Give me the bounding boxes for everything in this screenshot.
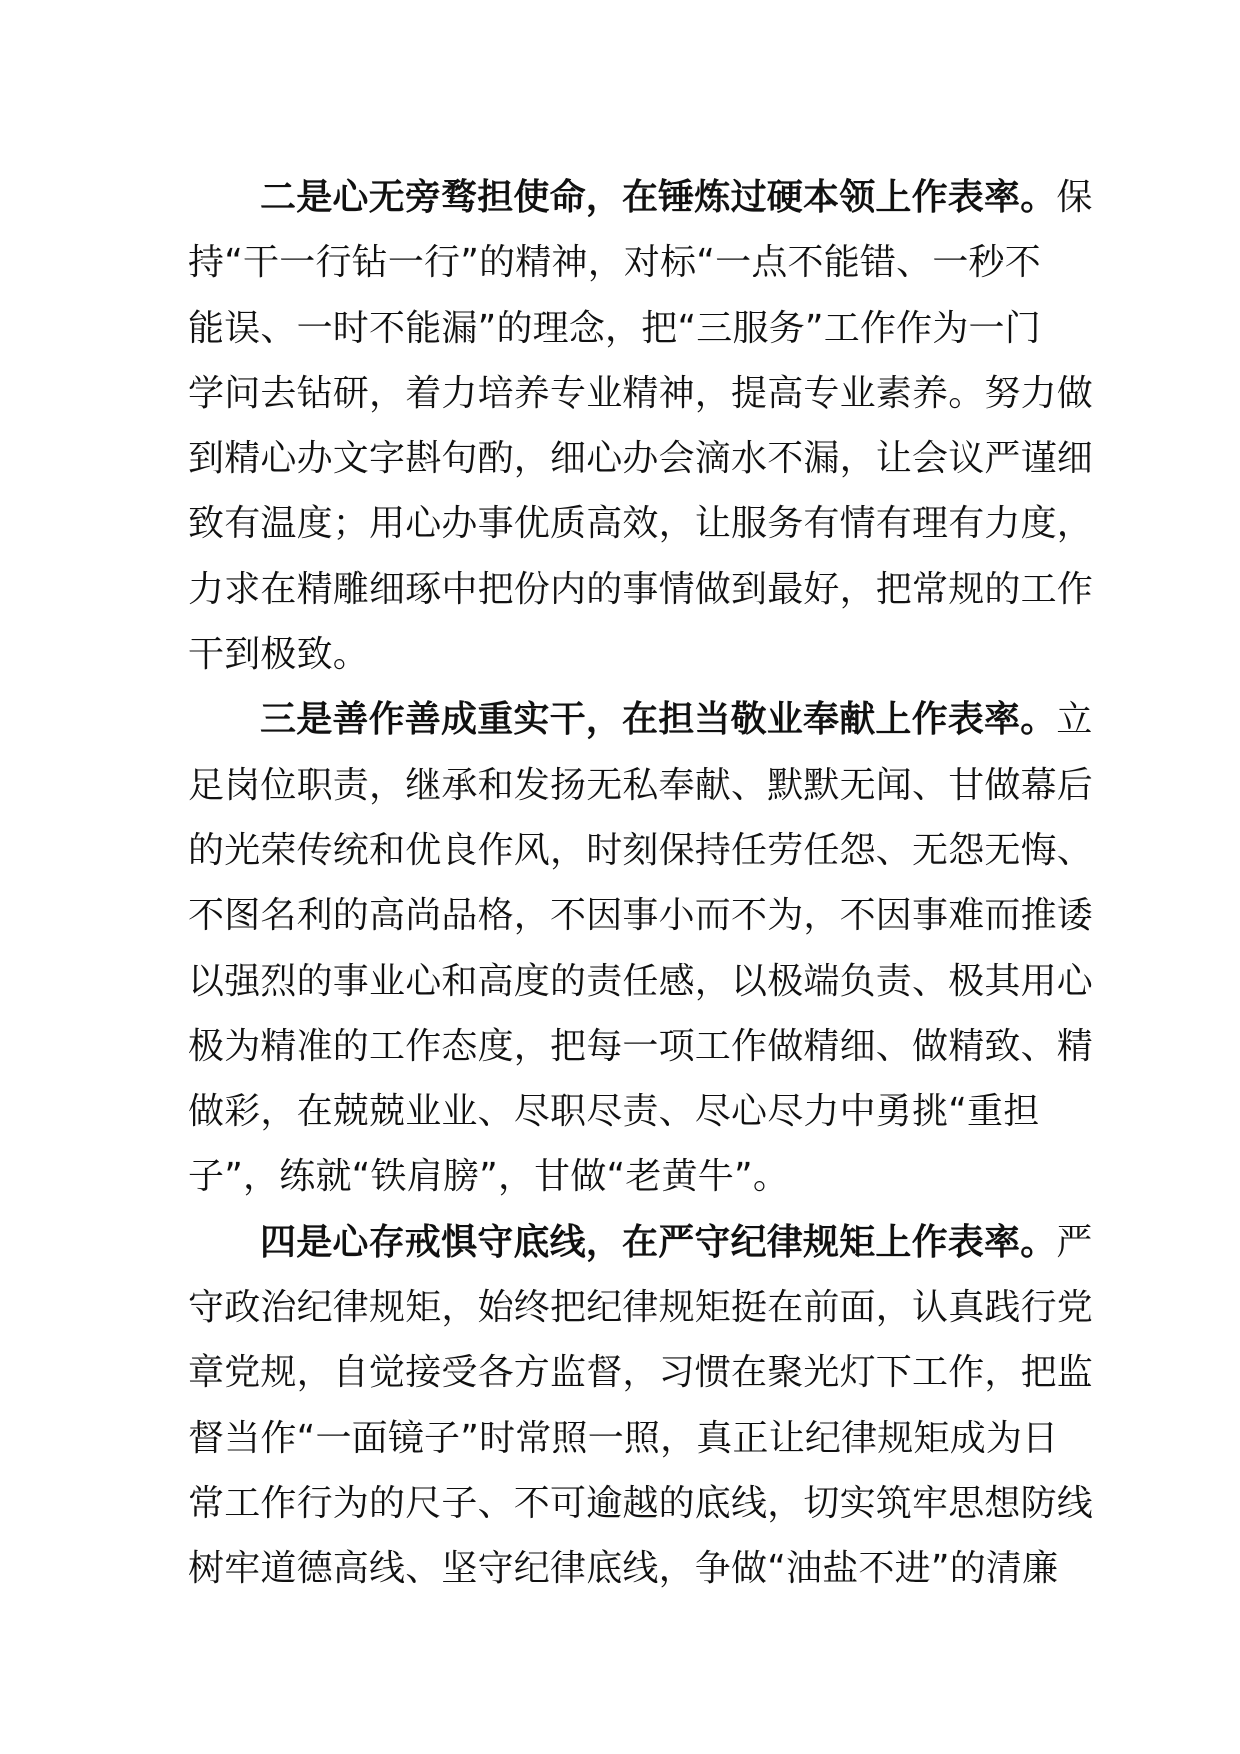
paragraph-line: 学问去钻研，着力培养专业精神，提高专业素养。努力做 bbox=[188, 372, 1094, 414]
paragraph-text: 严 bbox=[1056, 1221, 1093, 1263]
paragraph-line: 做彩，在兢兢业业、尽职尽责、尽心尽力中勇挑“重担 bbox=[188, 1091, 1040, 1133]
paragraph-4 bbox=[188, 1210, 1094, 1602]
paragraph-lead-heading: 三是善作善成重实干，在担当敬业奉献上作表率。 bbox=[260, 699, 1057, 741]
paragraph-line: 督当作“一面镜子”时常照一照，真正让纪律规矩成为日 bbox=[188, 1417, 1059, 1459]
paragraph-line: 持“干一行钻一行”的精神，对标“一点不能错、一秒不 bbox=[188, 242, 1041, 284]
paragraph-lead-heading: 四是心存戒惧守底线，在严守纪律规矩上作表率。 bbox=[260, 1221, 1057, 1263]
paragraph-line: 守政治纪律规矩，始终把纪律规矩挺在前面，认真践行党 bbox=[188, 1287, 1094, 1329]
paragraph-lead-heading: 二是心无旁骛担使命，在锤炼过硬本领上作表率。 bbox=[260, 177, 1057, 218]
paragraph-line: 致有温度；用心办事优质高效，让服务有情有理有力度， bbox=[188, 503, 1094, 545]
paragraph-first-line bbox=[188, 1210, 1093, 1275]
paragraph-line: 章党规，自觉接受各方监督，习惯在聚光灯下工作，把监 bbox=[188, 1352, 1094, 1394]
body-text bbox=[188, 165, 1094, 1602]
paragraph-2 bbox=[188, 165, 1094, 687]
paragraph-line: 子”，练就“铁肩膀”，甘做“老黄牛”。 bbox=[188, 1156, 790, 1198]
paragraph-line: 干到极致。 bbox=[188, 634, 370, 676]
paragraph-line: 常工作行为的尺子、不可逾越的底线，切实筑牢思想防线 bbox=[188, 1482, 1094, 1524]
paragraph-line: 力求在精雕细琢中把份内的事情做到最好，把常规的工作 bbox=[188, 568, 1094, 610]
paragraph-line: 能误、一时不能漏”的理念，把“三服务”工作作为一门 bbox=[188, 307, 1041, 349]
paragraph-line: 的光荣传统和优良作风，时刻保持任劳任怨、无怨无悔、 bbox=[188, 829, 1094, 871]
paragraph-first-line bbox=[188, 687, 1093, 752]
paragraph-text: 保 bbox=[1056, 177, 1093, 218]
paragraph-text: 立 bbox=[1056, 699, 1093, 741]
paragraph-line: 以强烈的事业心和高度的责任感，以极端负责、极其用心 bbox=[188, 960, 1094, 1002]
paragraph-line: 树牢道德高线、坚守纪律底线，争做“油盐不进”的清廉 bbox=[188, 1548, 1059, 1590]
paragraph-line: 足岗位职责，继承和发扬无私奉献、默默无闻、甘做幕后 bbox=[188, 764, 1094, 806]
paragraph-line: 不图名利的高尚品格，不因事小而不为，不因事难而推诿 bbox=[188, 895, 1094, 937]
paragraph-line: 到精心办文字斟句酌，细心办会滴水不漏，让会议严谨细 bbox=[188, 438, 1094, 480]
paragraph-line: 极为精准的工作态度，把每一项工作做精细、做精致、精 bbox=[188, 1025, 1094, 1067]
paragraph-first-line bbox=[188, 165, 1093, 230]
paragraph-3 bbox=[188, 687, 1094, 1209]
